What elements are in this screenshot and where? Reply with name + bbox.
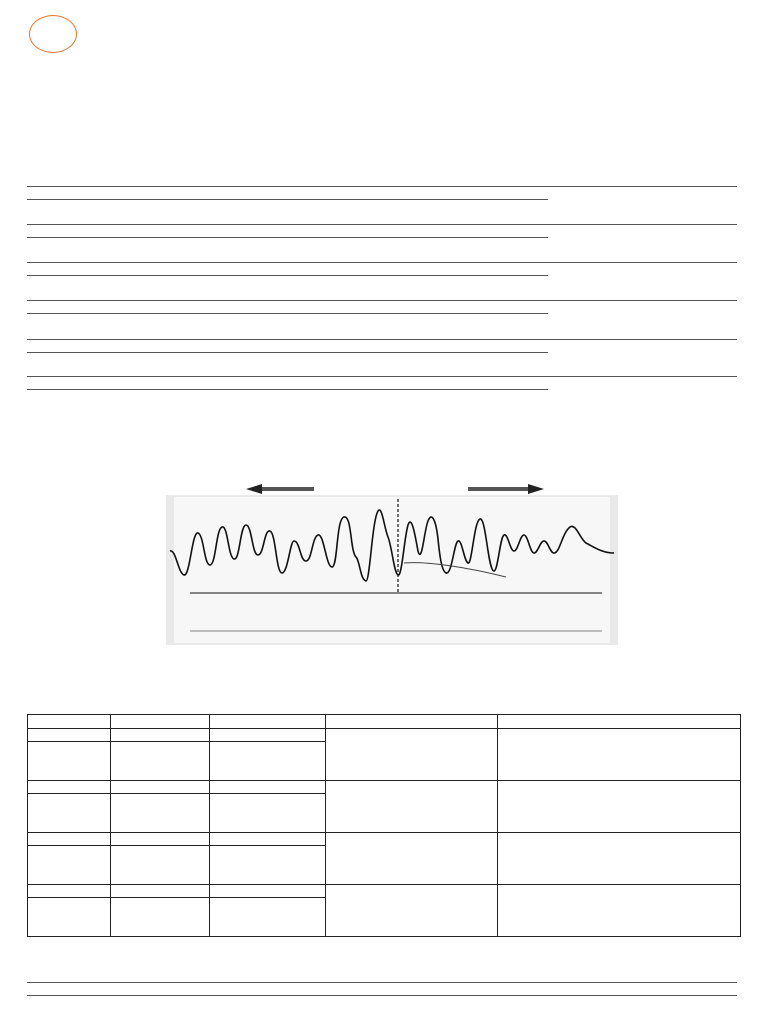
answer-line[interactable]	[27, 376, 737, 377]
row-labels	[28, 729, 111, 781]
rate-cell[interactable]	[498, 833, 741, 885]
answer-line[interactable]	[27, 199, 548, 200]
age-cell[interactable]	[210, 729, 326, 781]
average-cell[interactable]	[326, 781, 498, 833]
rate-cell[interactable]	[498, 729, 741, 781]
west-label-cell	[28, 885, 110, 898]
west-arrow	[246, 484, 314, 494]
data-table	[27, 714, 741, 937]
answer-line[interactable]	[27, 982, 737, 983]
average-cell[interactable]	[326, 833, 498, 885]
east-label-cell	[28, 846, 110, 884]
table-row	[28, 833, 741, 885]
table-row	[28, 885, 741, 937]
answer-line[interactable]	[27, 389, 548, 390]
distance-cell[interactable]	[111, 781, 210, 833]
age-cell[interactable]	[210, 885, 326, 937]
distance-cell[interactable]	[111, 729, 210, 781]
table-header	[111, 715, 210, 729]
answer-line[interactable]	[27, 300, 737, 301]
average-cell[interactable]	[326, 885, 498, 937]
answer-line[interactable]	[27, 237, 548, 238]
row-labels	[28, 885, 111, 937]
answer-line[interactable]	[27, 352, 548, 353]
rate-cell[interactable]	[498, 781, 741, 833]
rate-cell[interactable]	[498, 885, 741, 937]
answer-line[interactable]	[27, 313, 548, 314]
table-header	[210, 715, 326, 729]
table-header	[326, 715, 498, 729]
distance-cell[interactable]	[111, 833, 210, 885]
answer-line[interactable]	[27, 275, 548, 276]
school-logo-circle	[29, 15, 77, 53]
table-header	[28, 715, 111, 729]
distance-cell[interactable]	[111, 885, 210, 937]
row-labels	[28, 781, 111, 833]
answer-line[interactable]	[27, 262, 737, 263]
west-label-cell	[28, 781, 110, 794]
age-cell[interactable]	[210, 781, 326, 833]
east-arrow	[468, 484, 544, 494]
map-inner-background	[174, 497, 610, 643]
row-labels	[28, 833, 111, 885]
answer-line[interactable]	[27, 224, 737, 225]
west-label-cell	[28, 729, 110, 742]
answer-line[interactable]	[27, 995, 737, 996]
table-row	[28, 781, 741, 833]
average-cell[interactable]	[326, 729, 498, 781]
table-header	[498, 715, 741, 729]
magnetic-polarity-map	[166, 481, 618, 681]
table-header-row	[28, 715, 741, 729]
east-label-cell	[28, 898, 110, 936]
east-label-cell	[28, 742, 110, 780]
answer-line[interactable]	[27, 339, 737, 340]
table-row	[28, 729, 741, 781]
answer-line[interactable]	[27, 186, 737, 187]
east-label-cell	[28, 794, 110, 832]
west-label-cell	[28, 833, 110, 846]
age-cell[interactable]	[210, 833, 326, 885]
